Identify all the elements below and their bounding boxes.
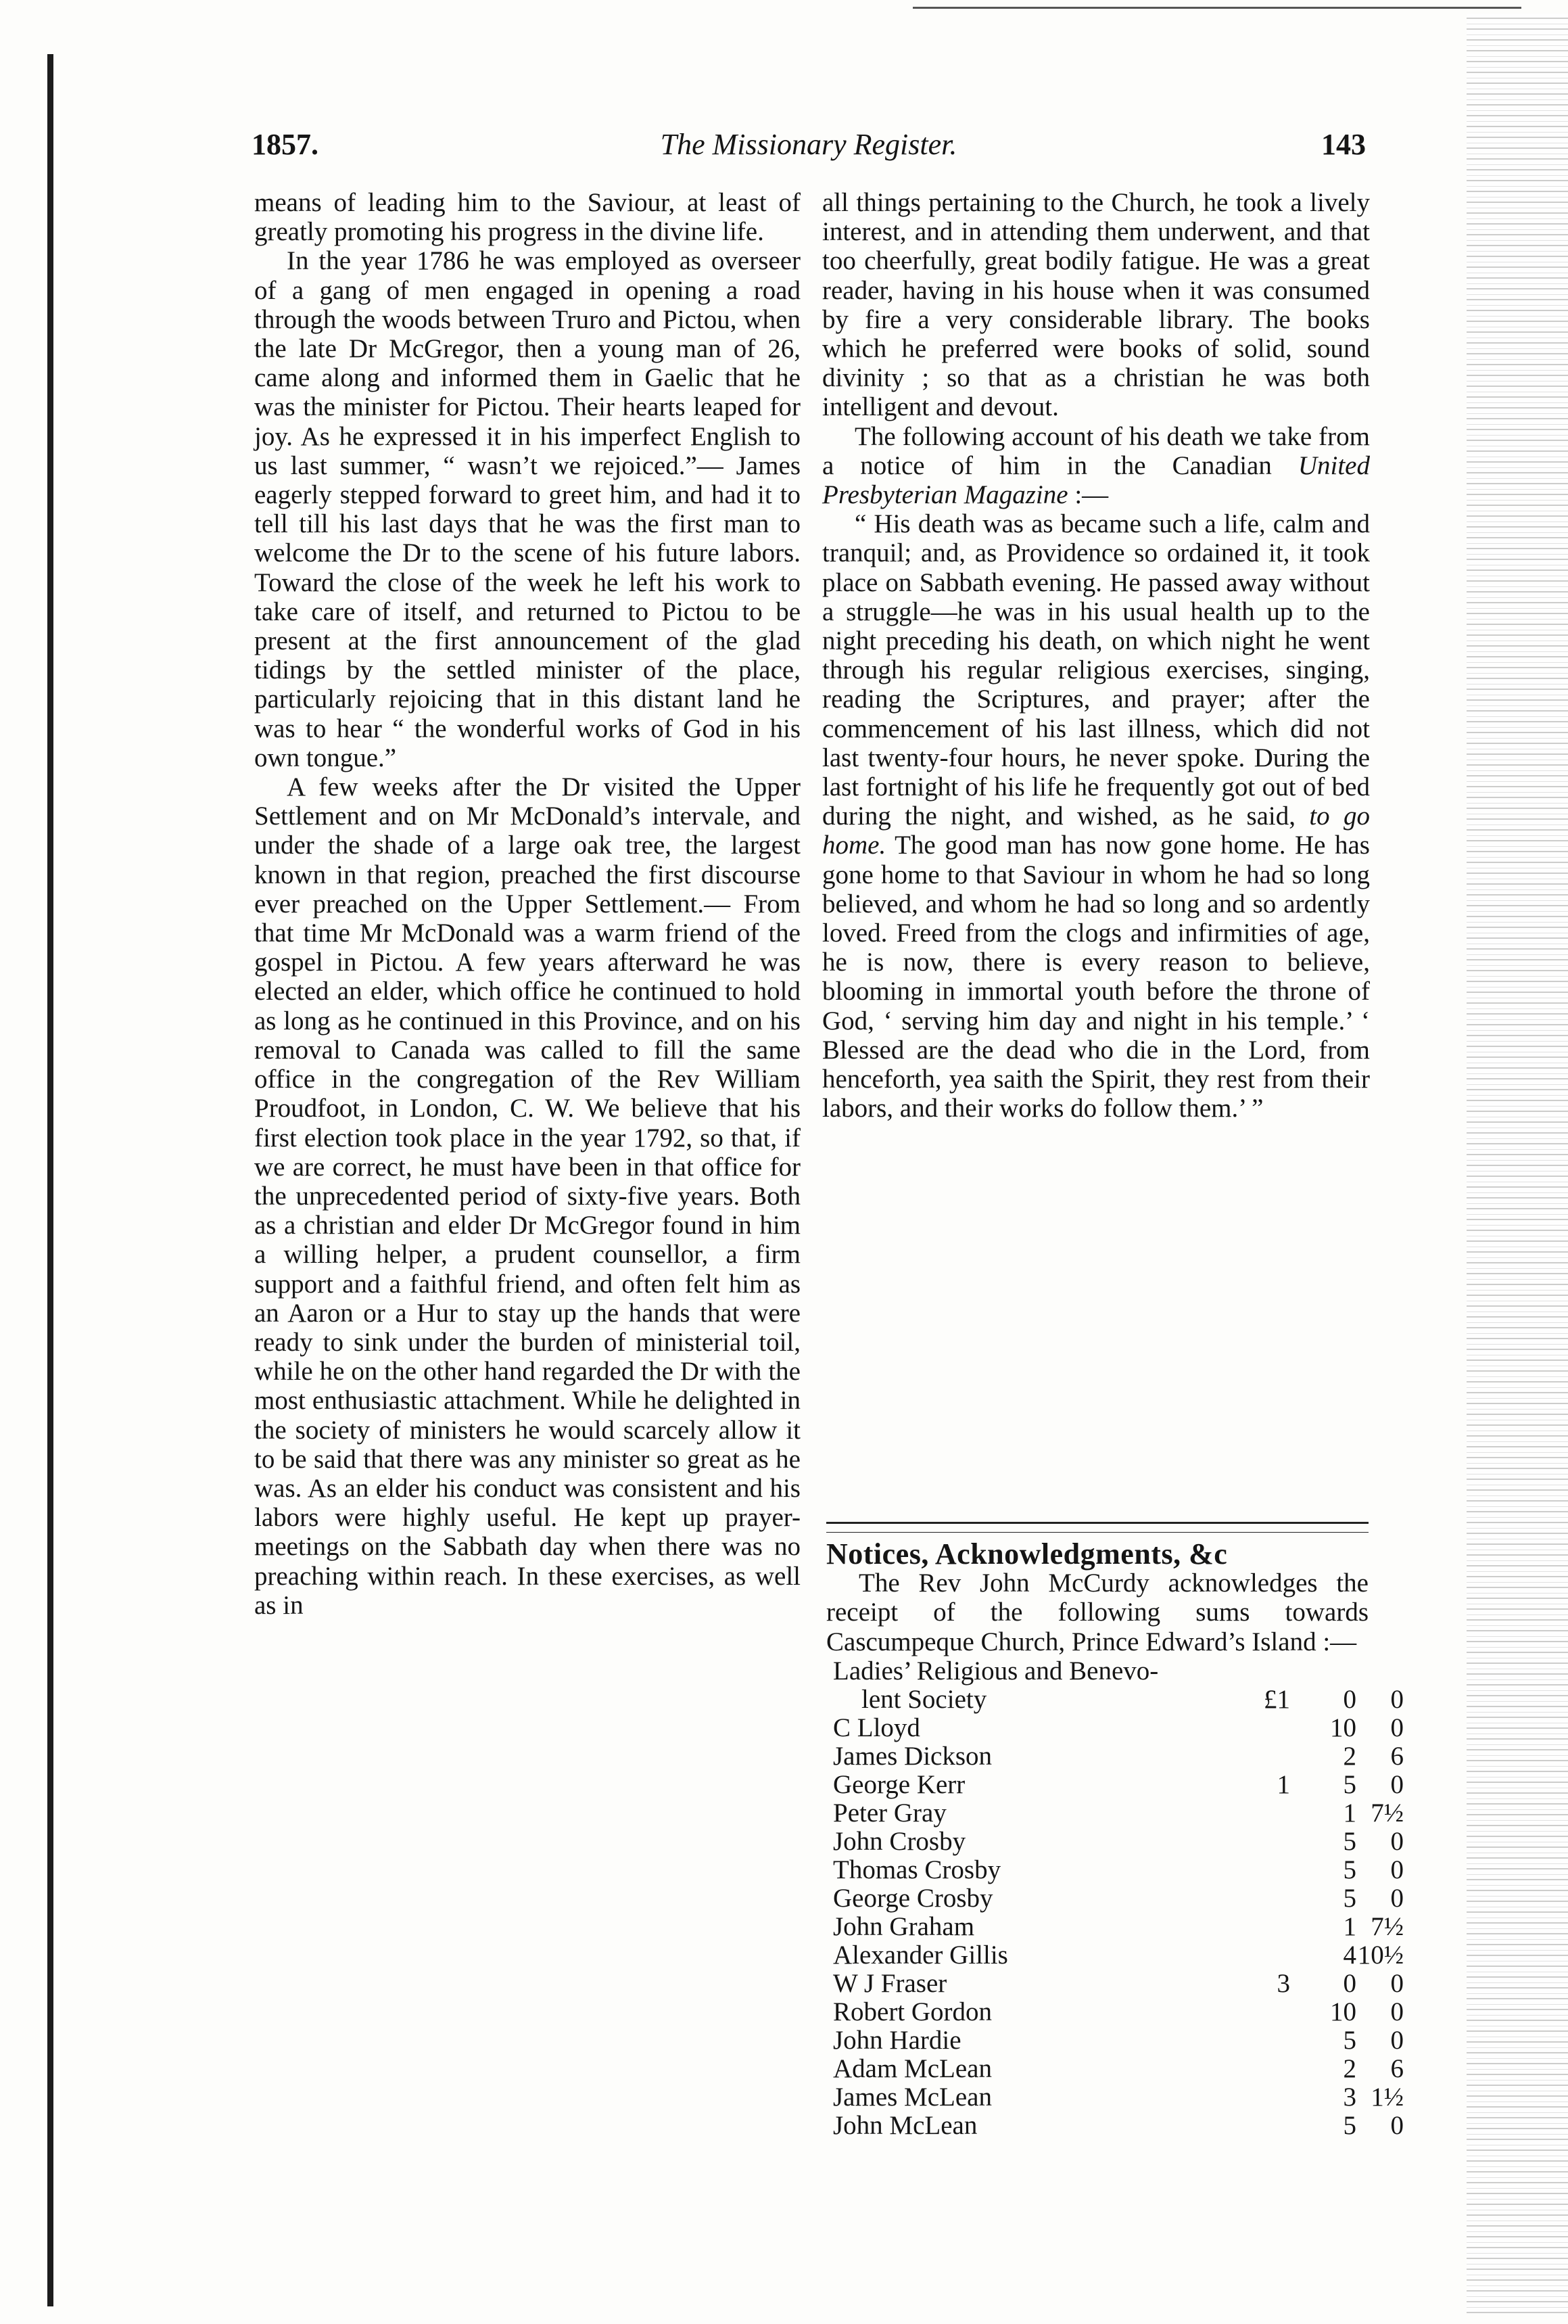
paragraph: A few weeks after the Dr visited the Upper Settlement and on Mr McDonald’s intervale, and under the shade of a large oak tree, the largest known in that region, preached the first discourse ever preached on the Upper Settlement.— From that time Mr McDonald was a warm friend of the gospel in Pictou. A few years afterward he was elected an elder, which office he continued to hold as long as he continued in this Province, and on his removal to Canada was called to fill the same office in the congregation of the Rev William Proudfoot, in London, C. W. We believe that his first election took place in the year 1792, so that, if we are correct, he must have been in that office for the unprecedented period of sixty-five years. Both as a christian and elder Dr McGregor found in him a willing helper, a prudent counsellor, a firm support and a faithful friend, and often felt him as an Aaron or a Hur to stay up the hands that were ready to sink under the burden of ministerial toil, while he on the other hand regarded the Dr with the most enthusiastic attachment. While he delighted in the society of ministers he would scarcely allow it to be said that there was any minister so great as he was. As an elder his conduct was consistent and his labors were highly useful. He kept up prayer-meetings on the Sabbath day when there was no preaching within reach. In these exercises, as well as in: [254, 772, 801, 1620]
scan-edge: [1467, 14, 1568, 2313]
amount-shillings: 5: [1343, 2025, 1356, 2055]
amount-shillings: 0: [1343, 1684, 1356, 1714]
amount-shillings: 4: [1343, 1940, 1356, 1970]
amount-shillings: 5: [1343, 1883, 1356, 1913]
section-divider: [826, 1522, 1369, 1533]
notices-heading: Notices, Acknowledgments, &c: [826, 1537, 1228, 1571]
running-header: [252, 127, 1366, 175]
donor-name: James Dickson: [833, 1741, 993, 1771]
donor-name: John Crosby: [833, 1826, 966, 1856]
magazine-title: United Presbyterian Magazine: [822, 450, 1370, 510]
donation-row: [826, 1911, 1404, 1941]
donation-row: [826, 1997, 1404, 2026]
top-rule: [913, 7, 1521, 9]
donation-row: [826, 1656, 1369, 1685]
italic-phrase: to go home.: [822, 801, 1370, 860]
header-year: 1857.: [252, 128, 318, 161]
amount-pence: 0: [1390, 1997, 1404, 2026]
donation-row: [826, 1940, 1404, 1970]
donation-list: [826, 1656, 1404, 2140]
amount-pence: 0: [1390, 1968, 1404, 1998]
paragraph: means of leading him to the Saviour, at least of greatly promoting his progress in the divine life.: [254, 188, 801, 247]
donation-row: [826, 1713, 1404, 1742]
amount-pence: 0: [1390, 2110, 1404, 2140]
amount-shillings: 1: [1343, 1911, 1356, 1941]
donation-row: [826, 2053, 1404, 2083]
donation-row: [826, 1968, 1404, 1998]
amount-shillings: 2: [1343, 2053, 1356, 2083]
amount-shillings: 0: [1343, 1968, 1356, 1998]
donation-row: [826, 2110, 1404, 2140]
donation-row: [826, 1826, 1404, 1856]
donor-name: W J Fraser: [833, 1968, 947, 1998]
left-column: [254, 188, 801, 1620]
amount-shillings: 5: [1343, 1826, 1356, 1856]
notices-intro: The Rev John McCurdy acknowledges the receipt of the following sums towards Cascumpeque Church, Prince Edward’s Island :—: [826, 1568, 1369, 1656]
amount-pounds: £1: [1264, 1684, 1290, 1714]
text-span: The following account of his death we take from a notice of him in the Canadian: [822, 421, 1370, 480]
donor-name: Thomas Crosby: [833, 1855, 1001, 1884]
amount-pence: 0: [1390, 1769, 1404, 1799]
amount-shillings: 10: [1330, 1997, 1356, 2026]
amount-pounds: 1: [1277, 1769, 1290, 1799]
amount-pence: 0: [1390, 1684, 1404, 1714]
donor-name: John Hardie: [833, 2025, 961, 2055]
donor-name: Ladies’ Religious and Benevo-: [833, 1656, 1159, 1686]
amount-pence: 6: [1390, 2053, 1404, 2083]
amount-pence: 1½: [1371, 2082, 1404, 2112]
amount-pounds: 3: [1277, 1968, 1290, 1998]
death-quotation: [822, 509, 1370, 1123]
text-span: “ His death was as became such a life, calm and tranquil; and, as Providence so ordained it, it took place on Sabbath evening. He passed away without a struggle—he was in his usual health up to the night preceding his death, on which night he went through his regular religious exercises, singing, reading the Scriptures, and prayer; after the commencement of his last illness, which did not last twenty-four hours, he never spoke. During the last fortnight of his life he frequently got out of bed during the night, and wished, as he said,: [822, 509, 1370, 831]
amount-shillings: 2: [1343, 1741, 1356, 1771]
amount-shillings: 10: [1330, 1713, 1356, 1742]
donor-name: James McLean: [833, 2082, 992, 2112]
amount-pence: 7½: [1371, 1911, 1404, 1941]
donor-name: Peter Gray: [833, 1798, 947, 1828]
amount-pence: 0: [1390, 2025, 1404, 2055]
donation-row: [826, 2025, 1404, 2055]
paragraph: In the year 1786 he was employed as overseer of a gang of men engaged in opening a road through the woods between Truro and Pictou, when the late Dr McGregor, then a young man of 26, came along and informed them in Gaelic that he was the minister for Pictou. Their hearts leaped for joy. As he expressed it in his imperfect English to us last summer, “ wasn’t we rejoiced.”— James eagerly stepped forward to greet him, and had it to tell till his last days that he was the first man to welcome the Dr to the scene of his future labors. Toward the close of the week he left his work to take care of itself, and returned to Pictou to be present at the first announcement of the glad tidings by the settled minister of the place, particularly rejoicing that in this distant land he was to hear “ the wonderful works of God in his own tongue.”: [254, 246, 801, 772]
text-span: :—: [1068, 480, 1109, 510]
binding-edge: [47, 54, 53, 2306]
donor-name: George Kerr: [833, 1769, 966, 1799]
amount-pence: 6: [1390, 1741, 1404, 1771]
page-number: 143: [1321, 128, 1366, 161]
donor-name: John McLean: [833, 2110, 978, 2140]
amount-shillings: 5: [1343, 1855, 1356, 1884]
donor-name: George Crosby: [833, 1883, 993, 1913]
notices-section: [826, 1537, 1404, 2140]
amount-shillings: 3: [1343, 2082, 1356, 2112]
amount-pence: 7½: [1371, 1798, 1404, 1828]
donation-row: [826, 1798, 1404, 1828]
amount-shillings: 5: [1343, 1769, 1356, 1799]
amount-shillings: 1: [1343, 1798, 1356, 1828]
donor-name: lent Society: [861, 1684, 987, 1714]
header-title: The Missionary Register.: [660, 128, 957, 161]
donation-row: [826, 1855, 1404, 1884]
donor-name: C Lloyd: [833, 1713, 920, 1742]
donation-row: [826, 1684, 1404, 1714]
donation-row: [826, 1741, 1404, 1771]
paragraph: [822, 422, 1370, 510]
donation-row: [826, 2082, 1404, 2112]
amount-pence: 0: [1390, 1883, 1404, 1913]
text-span: The good man has now gone home. He has gone home to that Saviour in whom he had so long believed, and whom he had so long and so ardently loved. Freed from the clogs and infirmities of age, he is now, there is every reason to believe, blooming in immortal youth before the throne of God, ‘ serving him day and night in his temple.’ ‘ Blessed are the dead who die in the Lord, from henceforth, yea saith the Spirit, they rest from their labors, and their works do follow them.’ ”: [822, 831, 1370, 1123]
donation-row: [826, 1769, 1404, 1799]
amount-pence: 0: [1390, 1855, 1404, 1884]
donation-row: [826, 1883, 1404, 1913]
paragraph: all things pertaining to the Church, he took a lively interest, and in attending them underwent, and that too cheerfully, great bodily fatigue. He was a great reader, having in his house when it was consumed by fire a very considerable library. The books which he preferred were books of solid, sound divinity ; so that as a christian he was both intelligent and devout.: [822, 188, 1370, 422]
donor-name: Robert Gordon: [833, 1997, 993, 2026]
right-column: [822, 188, 1370, 1123]
amount-pence: 0: [1390, 1826, 1404, 1856]
donor-name: Adam McLean: [833, 2053, 992, 2083]
amount-pence: 0: [1390, 1713, 1404, 1742]
donor-name: John Graham: [833, 1911, 975, 1941]
amount-shillings: 5: [1343, 2110, 1356, 2140]
amount-pence: 10½: [1357, 1940, 1404, 1970]
donor-name: Alexander Gillis: [833, 1940, 1008, 1970]
